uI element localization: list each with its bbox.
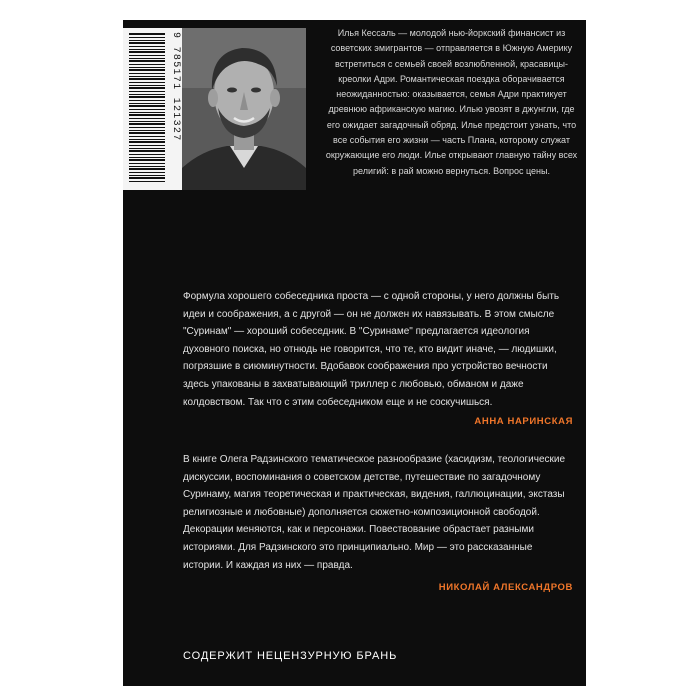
- review-quote-2: В книге Олега Радзинского тематическое разнообразие (хасидизм, теологические дискуссии, воспоминания о советском детстве, путешествие по загадочному Суринаму, магия теоретическая и практическая, видения, галлюцинации, экстазы религиозные и любовные) дополняется сюжетно-композиционной свободой. Декорации меняются, как и персонажи. Повествование обрастает разными историями. Для Радзинского это принципиально. Мир — это рассказанные истории. И каждая из них — правда.: [183, 454, 566, 571]
- review-author-2: НИКОЛАЙ АЛЕКСАНДРОВ: [438, 582, 573, 593]
- book-back-cover: [123, 20, 586, 686]
- barcode-bars: [129, 32, 165, 182]
- review-quote-1: Формула хорошего собеседника проста — с одной стороны, у него должны быть идеи и соображения, а с другой — он не должен их навязывать. В этом смысле "Суринам" — хороший собеседник. В "Суринаме" предлагается идеология духовного поиска, но отнюдь не говорится, что те, кто видит иначе, — людишки, погрязшие в сиюминутности. Вдобавок соображения про устройство вечности здесь упакованы в захватывающий триллер с любовью, обманом и даже колдовством. Так что с этим собеседником еще и не соскучишься.: [183, 291, 560, 408]
- book-description: Илья Кессаль — молодой нью-йоркский финансист из советских эмигрантов — отправляется в Южную Америку встретиться с семьей своей возлюбленной, красавицы-креолки Адри. Романтическая поездка оборачивается неожиданностью: оказывается, семья Адри практикует древнюю африканскую магию. Илью увозят в джунгли, где его ожидает загадочный обряд. Илье предстоит узнать, что все события его жизни — часть Плана, которому служат окружающие его люди. Илье открывают главную тайну всех религий: в рай можно вернуться. Вопрос цены.: [325, 28, 578, 176]
- content-warning: СОДЕРЖИТ НЕЦЕНЗУРНУЮ БРАНЬ: [183, 650, 398, 662]
- isbn-barcode: [123, 28, 182, 190]
- author-photo: [182, 28, 306, 190]
- review-author-1: АННА НАРИНСКАЯ: [474, 416, 573, 427]
- author-portrait-image: [182, 28, 306, 190]
- barcode-digits: 9 785171 121327: [170, 32, 181, 142]
